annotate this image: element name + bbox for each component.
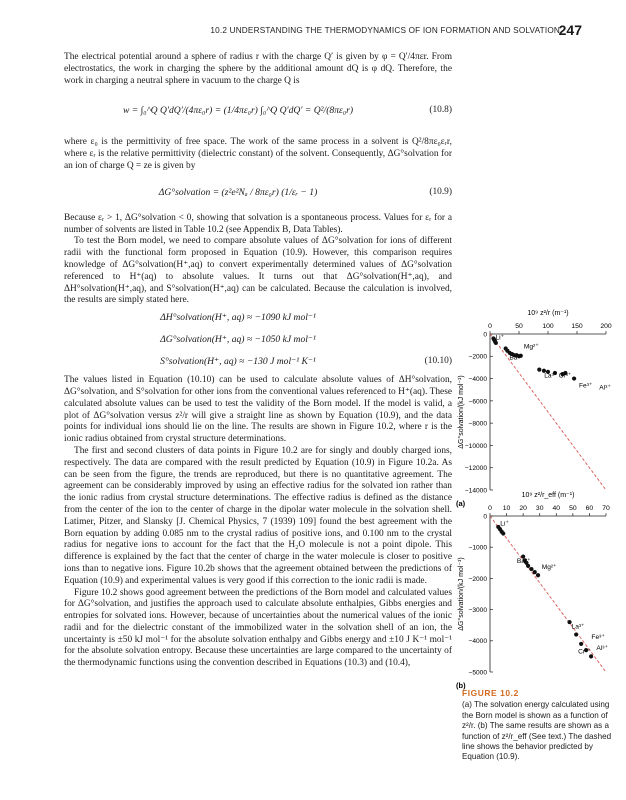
figure-10-2 — [456, 300, 616, 690]
page-number: 247 — [558, 22, 582, 38]
panel-b-label: (b) — [456, 681, 466, 690]
panel-b-y-tick-label: −4000 — [468, 638, 487, 646]
panel-a-y-tick-label: −8000 — [468, 420, 487, 428]
panel-b-y-axis-title: ΔG°solvation/(kJ mol⁻¹) — [458, 557, 465, 631]
panel-a-born-model-line — [490, 334, 606, 490]
panel-b-ion-label: Li⁺ — [500, 520, 509, 528]
panel-b-x-tick-label: 60 — [585, 505, 594, 512]
equation-10-9-number: (10.9) — [429, 186, 452, 197]
section-title: 10.2 UNDERSTANDING THE THERMODYNAMICS OF ION FORMATION AND SOLVATION — [210, 26, 560, 35]
panel-b-ion-label: Cr³⁺ — [578, 648, 591, 656]
panel-b-data-point — [579, 642, 583, 646]
panel-b-ion-label: Mg²⁺ — [541, 564, 557, 572]
panel-b-data-point — [529, 567, 533, 571]
paragraph-4: To test the Born model, we need to compare absolute values of ΔG°solvation for ions of different radii with the functional form proposed in Equation (10.9). However, this comparison requires knowledge of ΔG°solvation(H⁺,aq) to convert experimentally determined values of ΔG°solvation referenced to H⁺(aq) to absolute values. It turns out that ΔG°solvation(H⁺,aq), and ΔH°solvation(H⁺,aq), and S°solvation(H⁺,aq) can be calculated. Because the calculation is involved, the results are simply stated here. — [64, 236, 452, 306]
figure-caption-title: FIGURE 10.2 — [462, 688, 519, 698]
panel-b-y-tick-label: −3000 — [468, 607, 487, 614]
paragraph-6: The first and second clusters of data points in Figure 10.2 are for singly and doubly charged ions, respectively. The data are compared with the result predicted by Equation (10.9) in Figure 10.2a. As can be seen from the figure, the trends are reproduced, but there is no quantitative agreement. The agreement can be considerably improved by using an effective radius for the solvated ion rather than the ionic radius from crystal structure determinations. The effective radius is defined as the distance from the center of the ion to the center of charge in the dipolar water molecule in the solvation shell. Latimer, Pitzer, and Slansky [J. Chemical Physics, 7 (1939) 109] found the best agreement with the Born equation by adding 0.085 nm to the crystal radius of positive ions, and 0.100 nm to the crystal radius for negative ions to account for the fact that the H₂O molecule is not a point dipole. This difference is explained by the fact that the center of charge in the water molecule is closer to positive ions than to negative ions. Figure 10.2b shows that the agreement obtained between the predictions of Equation (10.9) and experimental values is very good if this correction to the ionic radii is made. — [64, 445, 452, 586]
equation-10-10-enthalpy: ΔH°solvation(H⁺, aq) ≈ −1090 kJ mol⁻¹ — [160, 312, 316, 324]
panel-a-x-tick-label: 0 — [488, 323, 492, 330]
panel-a-y-tick-label: −10000 — [464, 442, 487, 450]
panel-b-x-tick-label: 30 — [535, 505, 544, 512]
panel-a-ion-label: Li⁺ — [495, 334, 505, 342]
panel-a-x-tick-label: 50 — [515, 323, 523, 330]
panel-a-y-tick-label: −2000 — [468, 353, 487, 361]
equation-10-9-body: ΔG°solvation = (z²e²Nₐ / 8πε₀r) (1/εᵣ − 1) — [158, 186, 318, 198]
panel-b-y-tick-label: −1000 — [468, 544, 487, 552]
panel-b-x-tick-label: 40 — [552, 505, 561, 512]
panel-a-y-tick-label: −14000 — [464, 487, 487, 495]
panel-b-ion-label: Fe³⁺ — [591, 634, 605, 642]
panel-b-y-tick-label: 0 — [483, 513, 487, 521]
panel-a-data-point — [572, 376, 576, 380]
figure-10-2-svg — [456, 300, 616, 690]
panel-a-y-tick-label: −6000 — [468, 398, 487, 406]
equation-10-8 — [64, 89, 452, 135]
panel-b-x-axis-title: 10⁹ z²/r_eff (m⁻¹) — [521, 492, 575, 499]
panel-b-y-tick-label: −2000 — [468, 575, 487, 583]
panel-b-ion-label: Al³⁺ — [596, 645, 608, 653]
panel-b-x-tick-label: 20 — [519, 505, 527, 512]
paragraph-7: Figure 10.2 shows good agreement between the predictions of the Born model and calculated values for ΔG°solvation, and justifies the approach used to calculate absolute enthalpies, Gibbs energies and entropies for solvated ions. However, because of uncertainties about the numerical values of the ionic radii and for the dielectric constant of the immobilized water in the solvation shell of an ion, the uncertainty is ±50 kJ mol⁻¹ for the absolute solvation enthalpy and Gibbs energy and ±10 J K⁻¹ mol⁻¹ for the absolute solvation entropy. Because these uncertainties are large compared to the uncertainty of the thermodynamic functions using the convention described in Equations (10.3) and (10.4), — [64, 587, 452, 669]
panel-b-data-point — [533, 570, 537, 574]
equation-10-10 — [64, 309, 452, 373]
equation-10-10-gibbs: ΔG°solvation(H⁺, aq) ≈ −1050 kJ mol⁻¹ — [160, 334, 316, 346]
panel-a-y-tick-label: −4000 — [468, 375, 487, 383]
panel-b-data-point — [501, 531, 505, 535]
panel-a-x-tick-label: 150 — [571, 323, 583, 330]
panel-a-label: (a) — [456, 499, 466, 508]
panel-a-ion-label: Ba²⁺ — [509, 354, 524, 362]
equation-10-9 — [64, 175, 452, 211]
panel-a-x-tick-label: 200 — [600, 323, 612, 330]
equation-10-8-number: (10.8) — [429, 105, 452, 116]
figure-caption-text: (a) The solvation energy calculated using the Born model is shown as a function of z²/r. (b) The same results are shown as a function of z²/r_eff (See text.) The dashed line shows the behavior predicted by Equation (10.9). — [462, 700, 612, 762]
main-text — [64, 52, 452, 670]
paragraph-3: Because εᵣ > 1, ΔG°solvation < 0, showing that solvation is a spontaneous process. Values for εᵣ for a number of solvents are listed in Table 10.2 (see Appendix B, Data Tables). — [64, 212, 452, 235]
panel-b-x-tick-label: 10 — [502, 505, 511, 512]
equation-10-10-entropy: S°solvation(H⁺, aq) ≈ −130 J mol⁻¹ K⁻¹ — [160, 356, 316, 368]
panel-a-x-tick-label: 100 — [542, 323, 554, 330]
equation-10-10-number: (10.10) — [424, 356, 452, 367]
panel-a-ion-label: Fe³⁺ — [579, 382, 593, 390]
paragraph-1: The electrical potential around a sphere of radius r with the charge Q′ is given by φ = Q′/4πεr. From electrostatics, the work in charging the sphere by the additional amount dQ is φ dQ. Therefore, the work in charging a neutral sphere in vacuum to the charge Q is — [64, 52, 452, 86]
panel-a-ion-label: Al³⁺ — [599, 384, 611, 392]
panel-a-ion-label: Cr³⁺ — [558, 372, 572, 380]
running-header — [0, 22, 600, 40]
panel-b-x-tick-label: 70 — [602, 505, 610, 512]
panel-b-ion-label: La³⁺ — [571, 623, 585, 631]
panel-a-data-point — [537, 368, 541, 372]
panel-a-y-tick-label: −12000 — [464, 465, 487, 473]
panel-b-y-tick-label: −5000 — [468, 669, 487, 677]
figure-caption — [462, 688, 612, 763]
panel-a-ion-label: La³⁺ — [544, 372, 558, 380]
panel-b-x-tick-label: 50 — [569, 505, 577, 512]
panel-a-y-tick-label: 0 — [483, 331, 487, 339]
paragraph-5: The values listed in Equation (10.10) can be used to calculate absolute values of ΔH°solvation, ΔG°solvation, and S°solvation for other ions from the conventional values referenced to H⁺(aq). These calculated absolute values can be used to test the validity of the Born model. If the model is valid, a plot of ΔG°solvation versus z²/r will give a straight line as shown by Equation (10.9), and the data points for individual ions should lie on the line. The results are shown in Figure 10.2, where r is the ionic radius obtained from crystal structure determinations. — [64, 375, 452, 445]
panel-b-data-point — [574, 632, 578, 636]
panel-a-x-axis-title: 10⁹ z²/r (m⁻¹) — [527, 310, 569, 317]
panel-b-data-point — [536, 573, 540, 577]
paragraph-2: where ε₀ is the permittivity of free space. The work of the same process in a solvent is Q²/8πε₀εᵣr, where εᵣ is the relative permittivity (dielectric constant) of the solvent. Consequently, ΔG°solvation for an ion of charge Q = ze is given by — [64, 137, 452, 171]
panel-b-ion-label: Ba²⁺ — [516, 557, 531, 565]
equation-10-8-body: w = ∫₀^Q Q′dQ′/(4πε₀r) = (1/4πε₀r) ∫₀^Q Q′dQ′ = Q²/(8πε₀r) — [122, 105, 354, 117]
panel-a-ion-label: Mg²⁺ — [523, 343, 539, 351]
panel-a-y-axis-title: ΔG°solvation/(kJ mol⁻¹) — [458, 375, 465, 449]
panel-b-x-tick-label: 0 — [488, 505, 492, 512]
